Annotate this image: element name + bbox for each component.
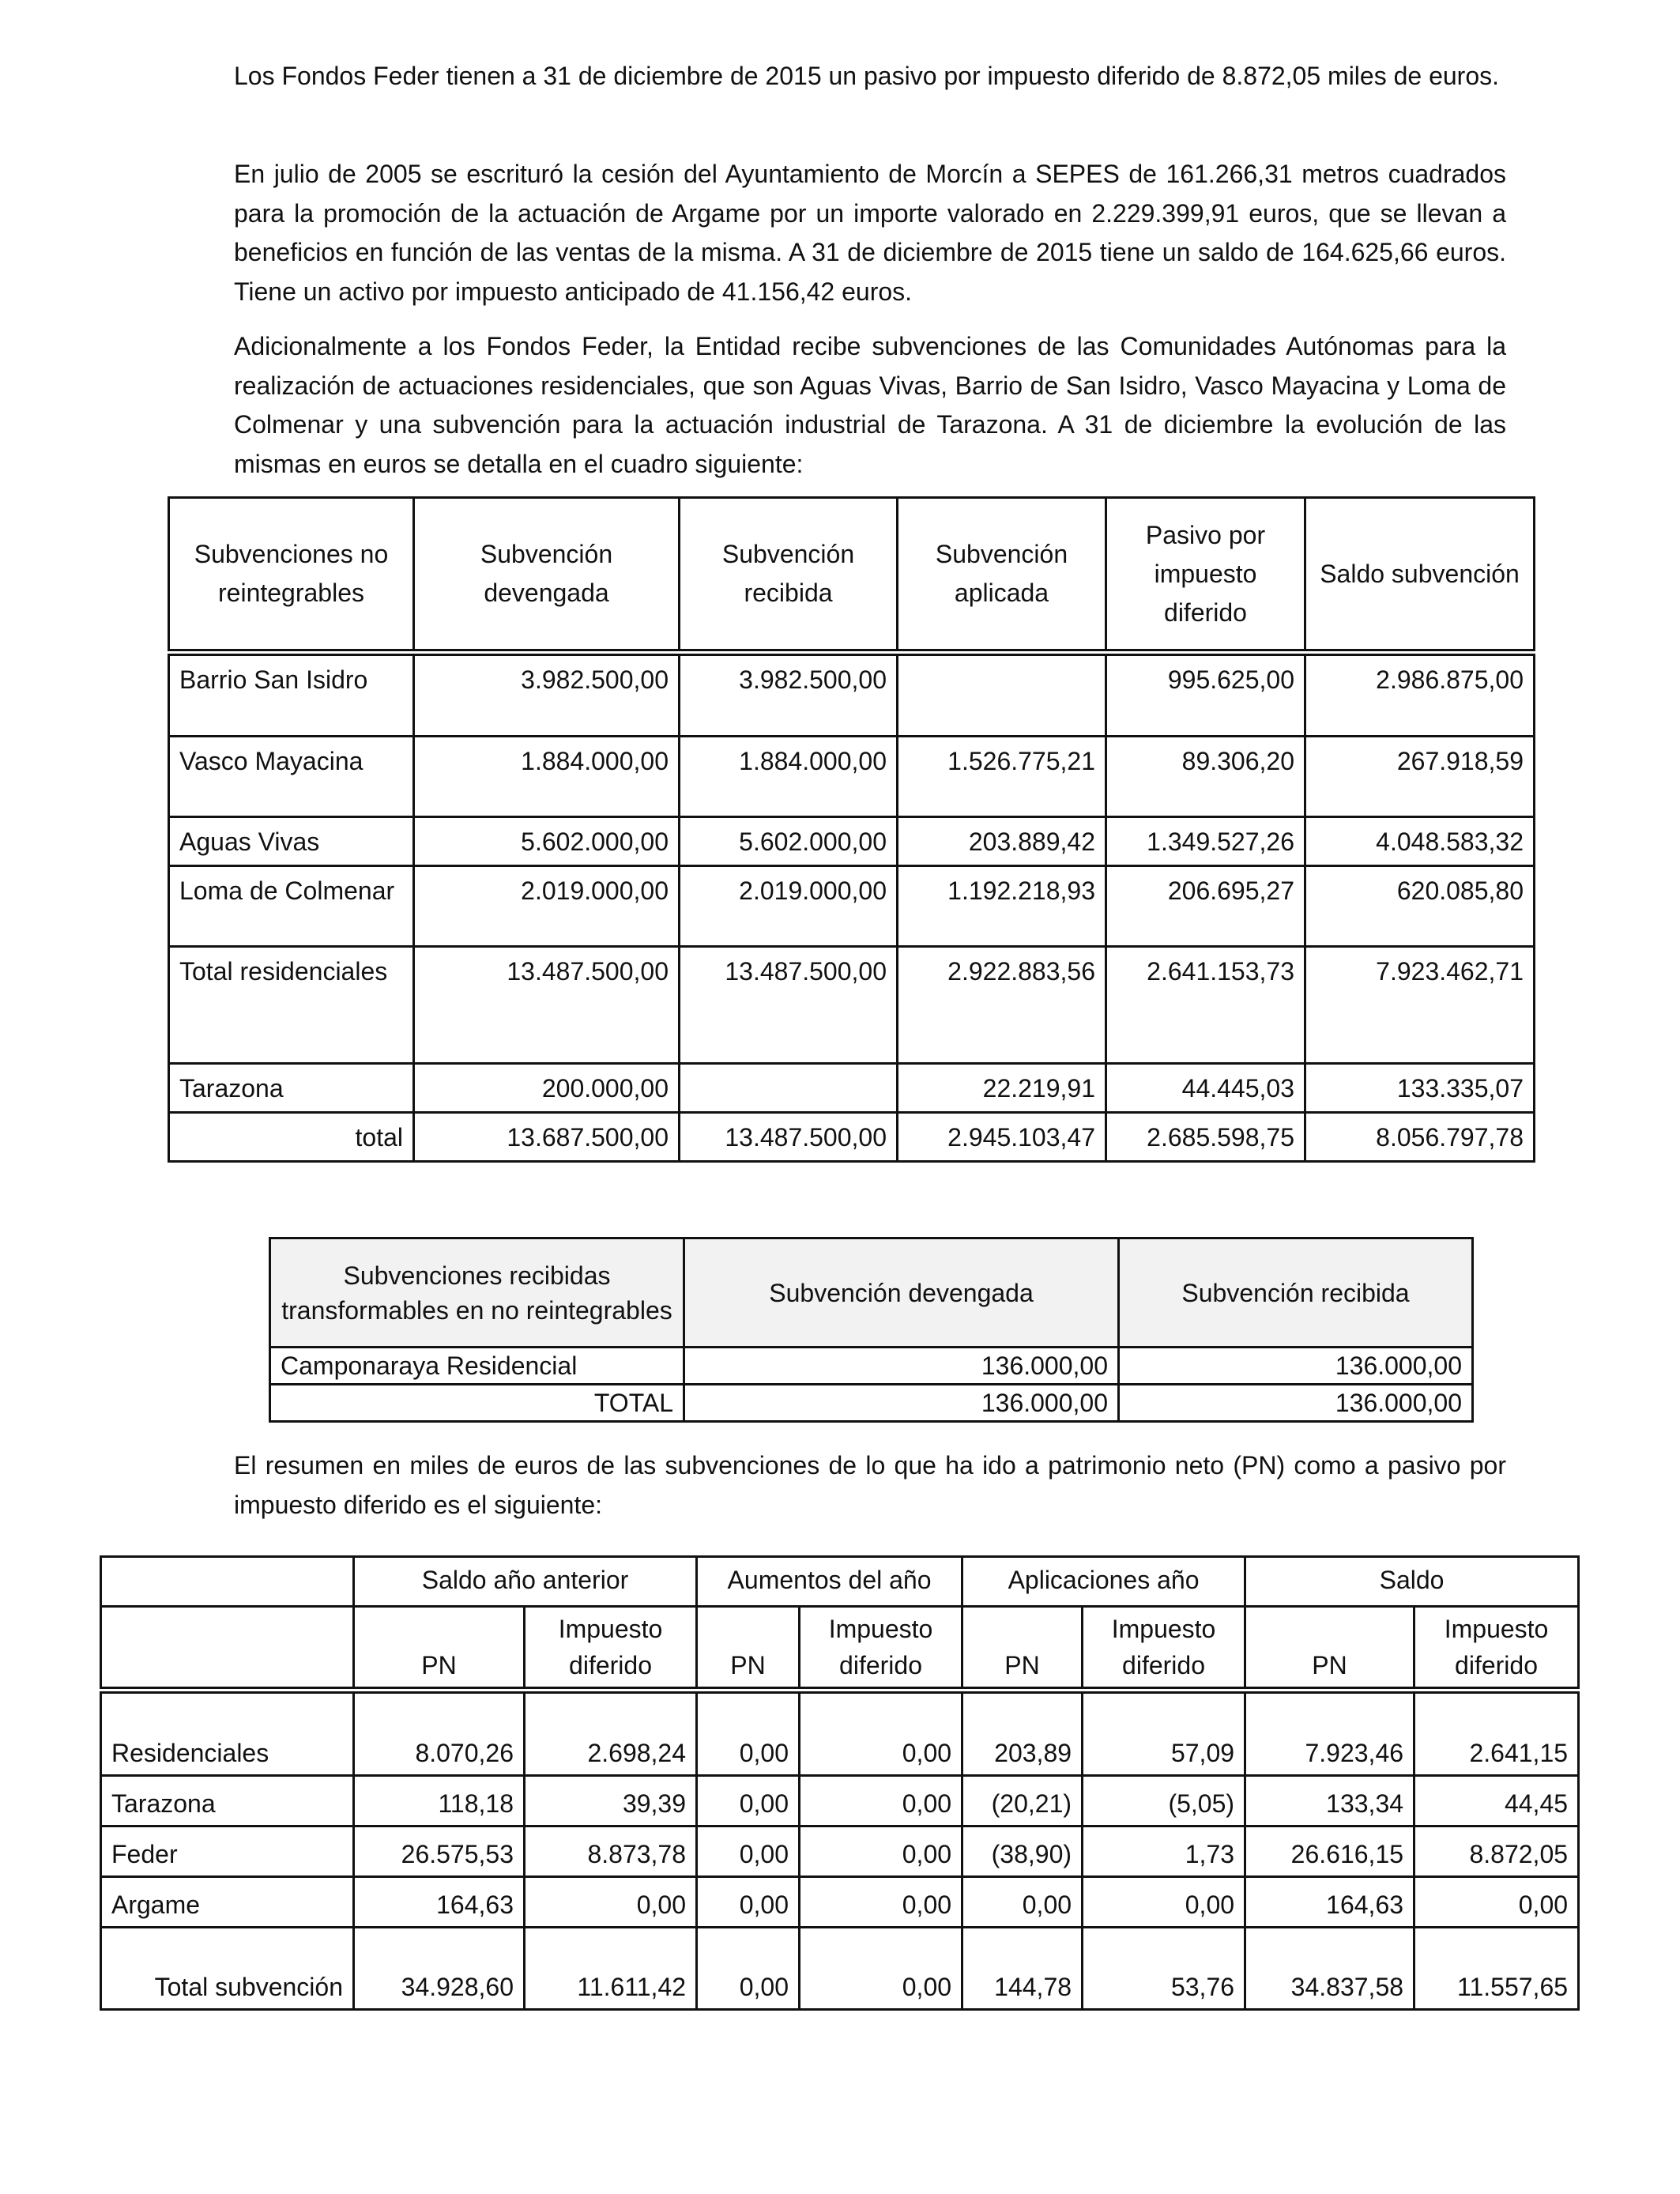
column-header: PN	[354, 1607, 525, 1691]
table-cell: 144,78	[962, 1928, 1083, 2010]
table-cell: 2.641,15	[1414, 1691, 1579, 1776]
table-cell: 13.487.500,00	[680, 947, 898, 1064]
paragraph-subvenciones-ccaa: Adicionalmente a los Fondos Feder, la Entidad recibe subvenciones de las Comunidades Autónomas para la realización de actuaciones residenciales, que son Aguas Vivas, Barrio de San Isidro, Vasco Mayacina y Loma de Colmenar y una subvención para la actuación industrial de Tarazona. A 31 de diciembre la evolución de las mismas en euros se detalla en el cuadro siguiente:	[234, 332, 1506, 478]
column-header: Subvención devengada	[684, 1238, 1119, 1348]
table-row	[101, 1826, 1579, 1877]
table-subvenciones-no-reintegrables	[168, 496, 1535, 1163]
table-cell: 8.872,05	[1414, 1826, 1579, 1877]
table-total-row	[101, 1928, 1579, 2010]
table-cell	[680, 1064, 898, 1113]
table-cell: 1.526.775,21	[898, 737, 1106, 817]
table-cell: 118,18	[354, 1776, 525, 1826]
table-header-row	[169, 498, 1535, 653]
table-row	[169, 737, 1535, 817]
table-cell: 136.000,00	[1119, 1385, 1473, 1422]
table-cell: 1.192.218,93	[898, 866, 1106, 947]
table-cell: 4.048.583,32	[1305, 817, 1535, 866]
table-cell: 136.000,00	[1119, 1348, 1473, 1385]
column-header: Subvención aplicada	[898, 498, 1106, 653]
table-cell: 0,00	[800, 1826, 962, 1877]
table-cell: 0,00	[800, 1691, 962, 1776]
row-label: Loma de Colmenar	[169, 866, 414, 947]
table-cell: 0,00	[525, 1877, 697, 1928]
group-header: Aplicaciones año	[962, 1557, 1245, 1607]
table-cell: 2.698,24	[525, 1691, 697, 1776]
table-cell: 206.695,27	[1106, 866, 1305, 947]
table-cell: 1,73	[1083, 1826, 1245, 1877]
table-cell: 0,00	[697, 1776, 800, 1826]
row-label: Tarazona	[101, 1776, 354, 1826]
table-cell: 26.616,15	[1245, 1826, 1414, 1877]
table-cell: 89.306,20	[1106, 737, 1305, 817]
table-cell: 11.557,65	[1414, 1928, 1579, 2010]
group-header-row	[101, 1557, 1579, 1607]
table-cell: 203,89	[962, 1691, 1083, 1776]
table-cell: 5.602.000,00	[680, 817, 898, 866]
row-label: Total subvención	[101, 1928, 354, 2010]
table-row	[101, 1776, 1579, 1826]
column-header: Impuesto diferido	[525, 1607, 697, 1691]
table-cell: 0,00	[962, 1877, 1083, 1928]
group-header: Saldo año anterior	[354, 1557, 697, 1607]
table-cell: 2.685.598,75	[1106, 1113, 1305, 1162]
table-cell: 13.487.500,00	[680, 1113, 898, 1162]
table-row	[101, 1877, 1579, 1928]
table-cell: 34.928,60	[354, 1928, 525, 2010]
column-header: Impuesto diferido	[1414, 1607, 1579, 1691]
table-cell: 2.641.153,73	[1106, 947, 1305, 1064]
column-header: PN	[697, 1607, 800, 1691]
row-label: Argame	[101, 1877, 354, 1928]
table-cell: 0,00	[697, 1826, 800, 1877]
table-cell: (5,05)	[1083, 1776, 1245, 1826]
table-cell: 1.884.000,00	[680, 737, 898, 817]
paragraph-feder-pasivo: Los Fondos Feder tienen a 31 de diciembre de 2015 un pasivo por impuesto diferido de 8.872,05 miles de euros.	[234, 62, 1500, 90]
table-cell: 8.873,78	[525, 1826, 697, 1877]
table-cell: 5.602.000,00	[414, 817, 680, 866]
table-row	[169, 866, 1535, 947]
column-header: Impuesto diferido	[1083, 1607, 1245, 1691]
row-label: Vasco Mayacina	[169, 737, 414, 817]
row-label: Feder	[101, 1826, 354, 1877]
column-header: PN	[962, 1607, 1083, 1691]
table-cell: 2.019.000,00	[414, 866, 680, 947]
column-header: Subvención recibida	[680, 498, 898, 653]
table-cell: 7.923,46	[1245, 1691, 1414, 1776]
table-cell: 13.687.500,00	[414, 1113, 680, 1162]
paragraph-resumen-pn: El resumen en miles de euros de las subvenciones de lo que ha ido a patrimonio neto (PN) como a pasivo por impuesto diferido es el siguiente:	[234, 1451, 1506, 1519]
table-resumen-pn-impuesto	[100, 1555, 1580, 2011]
table-cell: 2.986.875,00	[1305, 653, 1535, 737]
table-cell: 0,00	[800, 1928, 962, 2010]
row-label: Aguas Vivas	[169, 817, 414, 866]
table-cell: 7.923.462,71	[1305, 947, 1535, 1064]
table-cell: 8.070,26	[354, 1691, 525, 1776]
table-cell: 164,63	[1245, 1877, 1414, 1928]
table-cell: 44.445,03	[1106, 1064, 1305, 1113]
row-label: Barrio San Isidro	[169, 653, 414, 737]
table-cell: 34.837,58	[1245, 1928, 1414, 2010]
table-cell: 164,63	[354, 1877, 525, 1928]
column-header: Subvención recibida	[1119, 1238, 1473, 1348]
table-cell: 2.922.883,56	[898, 947, 1106, 1064]
table-cell: 11.611,42	[525, 1928, 697, 2010]
table-cell: 26.575,53	[354, 1826, 525, 1877]
table-cell: (20,21)	[962, 1776, 1083, 1826]
table-cell: 203.889,42	[898, 817, 1106, 866]
header-cell-empty	[101, 1607, 354, 1691]
row-label: Tarazona	[169, 1064, 414, 1113]
table-header-row	[270, 1238, 1473, 1348]
table-cell: 0,00	[1083, 1877, 1245, 1928]
table-cell: 53,76	[1083, 1928, 1245, 2010]
table-cell: 57,09	[1083, 1691, 1245, 1776]
table-row	[101, 1691, 1579, 1776]
table-cell: 1.349.527,26	[1106, 817, 1305, 866]
table-cell: 3.982.500,00	[680, 653, 898, 737]
table-row	[169, 947, 1535, 1064]
column-header: Subvención devengada	[414, 498, 680, 653]
table-cell: 133.335,07	[1305, 1064, 1535, 1113]
table-subvenciones-transformables	[269, 1237, 1474, 1423]
table-cell: 39,39	[525, 1776, 697, 1826]
table-cell: 3.982.500,00	[414, 653, 680, 737]
table-cell: 0,00	[697, 1877, 800, 1928]
column-header: Pasivo por impuesto diferido	[1106, 498, 1305, 653]
table-cell: 22.219,91	[898, 1064, 1106, 1113]
table-total-row	[270, 1385, 1473, 1422]
table-cell: 0,00	[800, 1877, 962, 1928]
table-cell: 0,00	[1414, 1877, 1579, 1928]
table-cell: 620.085,80	[1305, 866, 1535, 947]
row-label: TOTAL	[270, 1385, 684, 1422]
table-cell: 136.000,00	[684, 1385, 1119, 1422]
table-cell: 44,45	[1414, 1776, 1579, 1826]
table-cell: 0,00	[800, 1776, 962, 1826]
table-cell: 2.019.000,00	[680, 866, 898, 947]
table-cell: 0,00	[697, 1691, 800, 1776]
table-row	[169, 817, 1535, 866]
row-label: Total residenciales	[169, 947, 414, 1064]
table-cell: 267.918,59	[1305, 737, 1535, 817]
header-cell-empty	[101, 1557, 354, 1607]
table-total-row	[169, 1113, 1535, 1162]
table-row	[169, 653, 1535, 737]
column-header: PN	[1245, 1607, 1414, 1691]
table-cell: 0,00	[697, 1928, 800, 2010]
column-header: Subvenciones no reintegrables	[169, 498, 414, 653]
table-cell: 200.000,00	[414, 1064, 680, 1113]
table-cell: 1.884.000,00	[414, 737, 680, 817]
row-label: Camponaraya Residencial	[270, 1348, 684, 1385]
sub-header-row	[101, 1607, 1579, 1691]
row-label: total	[169, 1113, 414, 1162]
column-header: Saldo subvención	[1305, 498, 1535, 653]
table-cell: 136.000,00	[684, 1348, 1119, 1385]
group-header: Saldo	[1245, 1557, 1579, 1607]
group-header: Aumentos del año	[697, 1557, 962, 1607]
table-cell	[898, 653, 1106, 737]
column-header: Subvenciones recibidas transformables en no reintegrables	[270, 1238, 684, 1348]
table-cell: 8.056.797,78	[1305, 1113, 1535, 1162]
table-row	[270, 1348, 1473, 1385]
paragraph-argame-cesion: En julio de 2005 se escrituró la cesión del Ayuntamiento de Morcín a SEPES de 161.266,31 metros cuadrados para la promoción de la actuación de Argame por un importe valorado en 2.229.399,91 euros, que se llevan a beneficios en función de las ventas de la misma. A 31 de diciembre de 2015 tiene un saldo de 164.625,66 euros. Tiene un activo por impuesto anticipado de 41.156,42 euros.	[234, 160, 1506, 306]
table-cell: 133,34	[1245, 1776, 1414, 1826]
table-cell: 995.625,00	[1106, 653, 1305, 737]
row-label: Residenciales	[101, 1691, 354, 1776]
table-cell: (38,90)	[962, 1826, 1083, 1877]
table-cell: 13.487.500,00	[414, 947, 680, 1064]
column-header: Impuesto diferido	[800, 1607, 962, 1691]
table-cell: 2.945.103,47	[898, 1113, 1106, 1162]
table-row	[169, 1064, 1535, 1113]
